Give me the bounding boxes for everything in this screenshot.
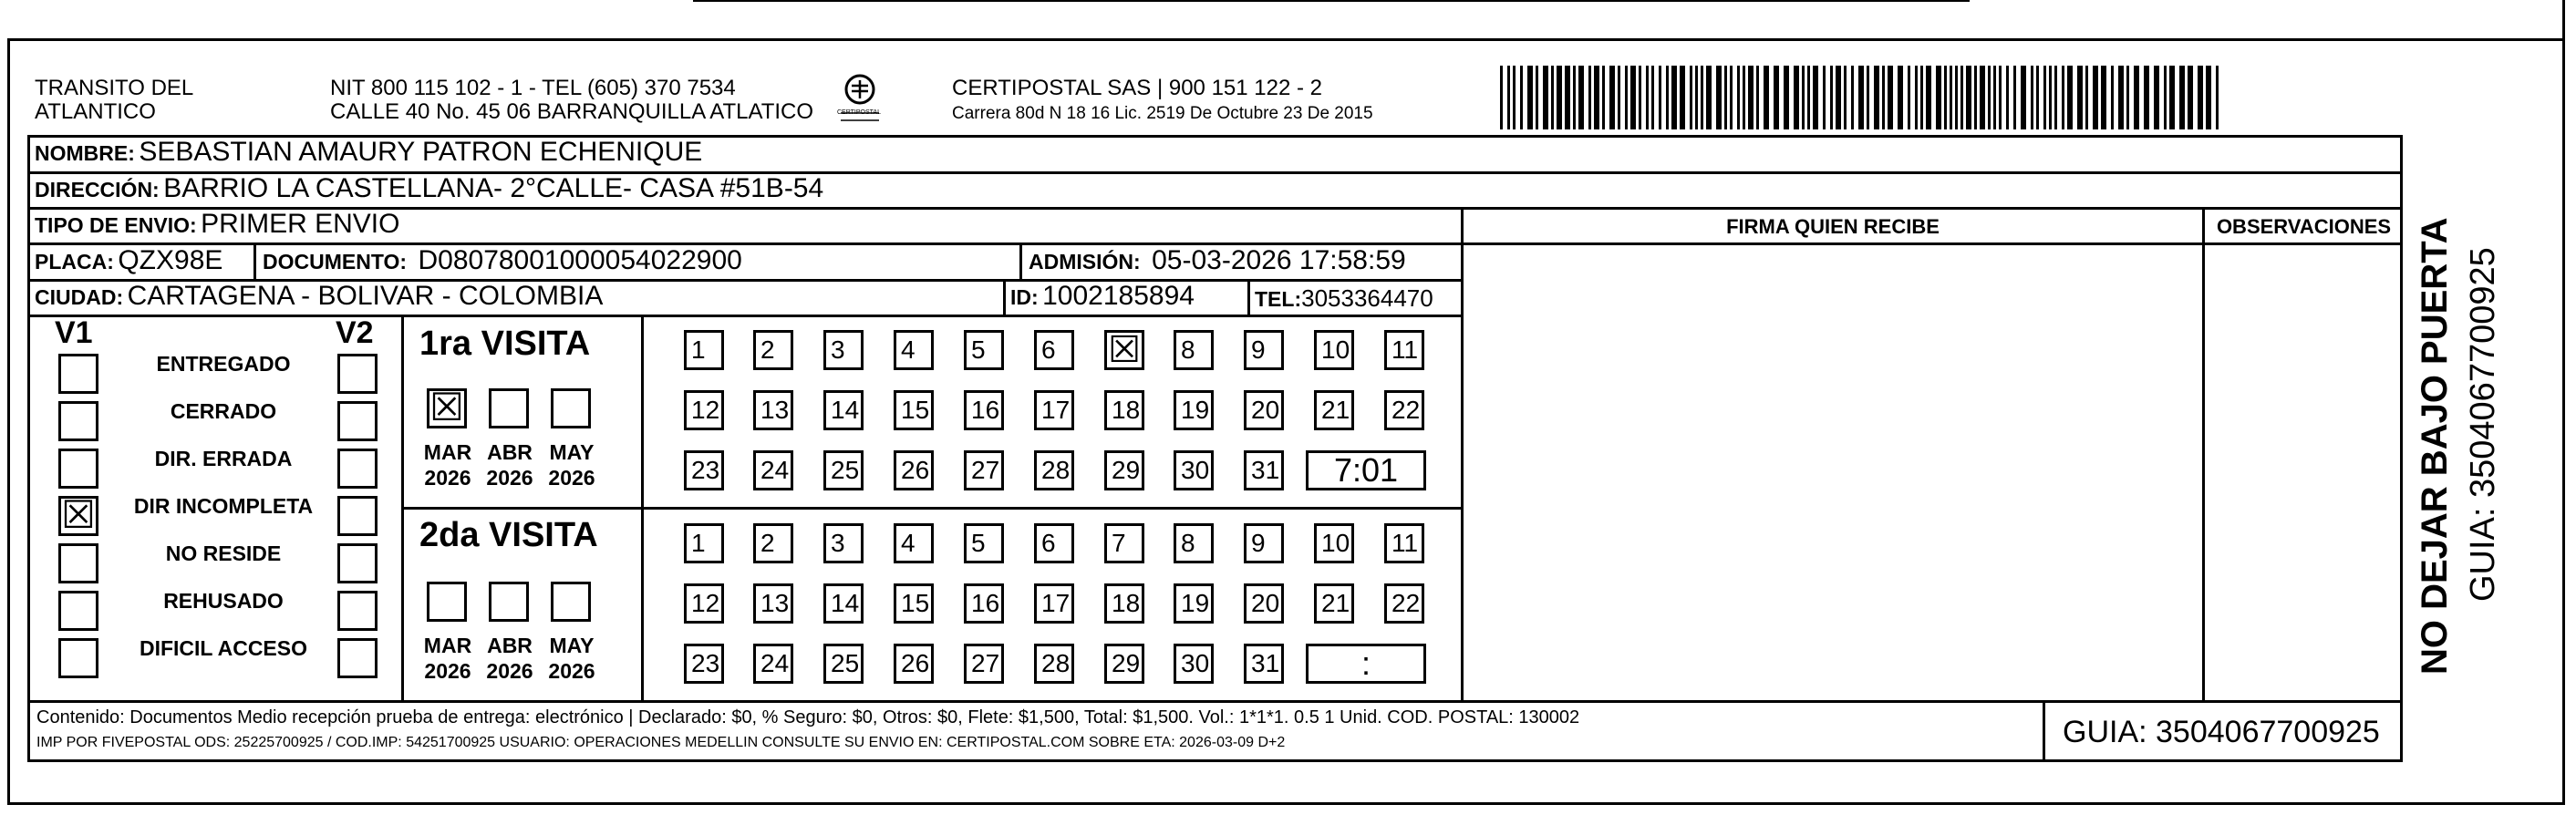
admision-row: [1029, 245, 1406, 276]
month-checkbox[interactable]: ☒: [427, 388, 467, 428]
barcode-bar: [1639, 66, 1641, 129]
barcode-bar: [1630, 66, 1636, 129]
admision-divider: [1019, 244, 1022, 281]
barcode-bar: [1680, 66, 1685, 129]
barcode-bar: [1527, 66, 1533, 129]
day-box[interactable]: 20: [1244, 583, 1284, 624]
barcode-bar: [1764, 66, 1769, 129]
certipostal-logo: [837, 69, 883, 126]
month-name: MAY: [549, 440, 595, 464]
v1-checkbox[interactable]: [58, 591, 98, 631]
barcode-bar: [1813, 66, 1818, 129]
barcode-bar: [2062, 66, 2064, 129]
barcode-bar: [1836, 66, 1841, 129]
barcode-bar: [1756, 66, 1759, 129]
day-box[interactable]: 6: [1034, 330, 1074, 370]
barcode-bar: [2206, 66, 2211, 129]
nombre-value: SEBASTIAN AMAURY PATRON ECHENIQUE: [139, 137, 703, 167]
admision-value: 05-03-2026 17:58:59: [1152, 245, 1406, 275]
barcode-bar: [1823, 66, 1826, 129]
day-box[interactable]: 24: [753, 644, 793, 684]
barcode-bar: [1557, 66, 1562, 129]
barcode-bar: [1730, 66, 1733, 129]
v2-checkbox[interactable]: [337, 543, 378, 583]
v1-checkbox[interactable]: [58, 449, 98, 489]
barcode-bar: [1659, 66, 1661, 129]
month-name: MAR: [423, 440, 472, 464]
day-box[interactable]: 8: [1174, 330, 1214, 370]
v1-checkbox[interactable]: [58, 354, 98, 394]
side-guia: GUIA: 3504067700925: [2464, 247, 2502, 602]
id-label: ID:: [1010, 285, 1039, 309]
barcode-bar: [2067, 66, 2073, 129]
license-line: Carrera 80d N 18 16 Lic. 2519 De Octubre 23 De 2015: [952, 104, 1373, 123]
barcode-bar: [2031, 66, 2033, 129]
observaciones-header: OBSERVACIONES: [2216, 215, 2392, 238]
id-value: 1002185894: [1042, 281, 1195, 311]
barcode-bar: [1737, 66, 1740, 129]
barcode-bar: [1802, 66, 1805, 129]
day-box[interactable]: 12: [684, 583, 724, 624]
day-box[interactable]: 17: [1034, 390, 1074, 430]
day-box[interactable]: 28: [1034, 450, 1074, 490]
barcode-bar: [2169, 66, 2175, 129]
v1-checkbox[interactable]: ☒: [58, 496, 98, 536]
day-box[interactable]: 9: [1244, 523, 1284, 563]
nit-line: NIT 800 115 102 - 1 - TEL (605) 370 7534: [330, 76, 736, 100]
day-box[interactable]: 29: [1104, 450, 1144, 490]
day-box[interactable]: 4: [894, 523, 934, 563]
day-box[interactable]: 21: [1314, 583, 1354, 624]
barcode-bar: [1543, 66, 1548, 129]
day-box[interactable]: 22: [1384, 390, 1424, 430]
barcode-bar: [2093, 66, 2098, 129]
barcode-bar: [1551, 66, 1554, 129]
day-box[interactable]: 10: [1314, 523, 1354, 563]
barcode-bar: [1724, 66, 1727, 129]
barcode-bar: [2077, 66, 2083, 129]
barcode-bar: [1594, 66, 1599, 129]
direccion-row: [35, 173, 823, 204]
barcode-bar: [1888, 66, 1893, 129]
barcode-icon: [1500, 66, 2229, 129]
barcode-bar: [1618, 66, 1620, 129]
barcode-bar: [1966, 66, 1971, 129]
day-box[interactable]: 19: [1174, 583, 1214, 624]
v1-checkbox[interactable]: [58, 543, 98, 583]
day-box[interactable]: 14: [823, 390, 864, 430]
day-box[interactable]: 15: [894, 390, 934, 430]
time-box[interactable]: :: [1306, 644, 1426, 684]
v2-label: V2: [336, 315, 374, 350]
day-box[interactable]: 27: [964, 450, 1004, 490]
visit1-title: 1ra VISITA: [419, 325, 591, 363]
barcode-bar: [2036, 66, 2039, 129]
status-label: DIFICIL ACCESO: [139, 636, 307, 660]
barcode-bar: [1950, 66, 1952, 129]
status-label: CERRADO: [170, 399, 277, 423]
month-year: 2026: [486, 659, 533, 683]
barcode-bar: [1858, 66, 1864, 129]
barcode-bar: [2111, 66, 2114, 129]
tipo-envio-label: TIPO DE ENVIO:: [35, 213, 197, 237]
side-warning: NO DEJAR BAJO PUERTA: [2415, 217, 2455, 675]
month-name: ABR: [487, 440, 533, 464]
barcode-bar: [1920, 66, 1923, 129]
barcode-bar: [1807, 66, 1810, 129]
v2-checkbox[interactable]: [337, 591, 378, 631]
day-box[interactable]: 27: [964, 644, 1004, 684]
day-box[interactable]: 16: [964, 390, 1004, 430]
documento-value: D08078001000054022900: [418, 245, 742, 275]
day-box[interactable]: 3: [823, 523, 864, 563]
month-year: 2026: [548, 466, 595, 490]
barcode-bar: [1988, 66, 1991, 129]
month-year: 2026: [424, 466, 471, 490]
placa-label: PLACA:: [35, 250, 114, 273]
month-name: MAR: [423, 634, 472, 657]
tel-divider: [1247, 280, 1250, 316]
tipo-envio-row: [35, 209, 399, 240]
barcode-bar: [1651, 66, 1654, 129]
ciudad-label: CIUDAD:: [35, 285, 124, 309]
footer-guia: GUIA: 3504067700925: [2063, 715, 2380, 749]
barcode-bar: [1936, 66, 1941, 129]
barcode-bar: [1701, 66, 1703, 129]
obs-col-divider: [2202, 208, 2205, 702]
month-year: 2026: [548, 659, 595, 683]
day-box[interactable]: 12: [684, 390, 724, 430]
org-name-line2: ATLANTICO: [35, 99, 156, 124]
barcode-bar: [1851, 66, 1854, 129]
barcode-bar: [1874, 66, 1879, 129]
barcode-bar: [1671, 66, 1677, 129]
top-edge: [693, 0, 1970, 2]
barcode-bar: [1915, 66, 1918, 129]
day-box[interactable]: 25: [823, 450, 864, 490]
month-name: MAY: [549, 634, 595, 657]
barcode-bar: [1999, 66, 2002, 129]
v2-checkbox[interactable]: [337, 401, 378, 441]
day-box[interactable]: 21: [1314, 390, 1354, 430]
top-border: [7, 38, 2565, 41]
day-box[interactable]: 13: [753, 390, 793, 430]
barcode-bar: [1898, 66, 1903, 129]
barcode-bar: [1830, 66, 1833, 129]
barcode-bar: [2101, 66, 2106, 129]
barcode-bar: [1955, 66, 1958, 129]
barcode-bar: [1716, 66, 1722, 129]
day-box[interactable]: 30: [1174, 644, 1214, 684]
tipo-envio-value: PRIMER ENVIO: [201, 209, 400, 239]
id-row: [1010, 281, 1195, 312]
barcode-bar: [2164, 66, 2167, 129]
footer-contents: Contenido: Documentos Medio recepción prueba de entrega: electrónico | Declarado: $0, % Seguro: $0, Otros: $0, Flete: $1,500, Total: $1,500. Vol.: 1*1*1. 0.5 1 Unid. COD. POSTAL: 130002: [36, 707, 1580, 727]
barcode-bar: [2085, 66, 2088, 129]
barcode-bar: [1507, 66, 1510, 129]
day-box[interactable]: 31: [1244, 644, 1284, 684]
day-box[interactable]: 22: [1384, 583, 1424, 624]
guia-divider: [2043, 702, 2045, 762]
barcode-bar: [1690, 66, 1692, 129]
tel-value: 3053364470: [1301, 284, 1433, 312]
barcode-bar: [2154, 66, 2159, 129]
day-box[interactable]: 11: [1384, 330, 1424, 370]
day-box[interactable]: 19: [1174, 390, 1214, 430]
barcode-bar: [1513, 66, 1516, 129]
barcode-bar: [2118, 66, 2124, 129]
nombre-label: NOMBRE:: [35, 141, 135, 165]
barcode-bar: [1774, 66, 1779, 129]
day-box[interactable]: 15: [894, 583, 934, 624]
day-box[interactable]: ☒: [1104, 330, 1144, 370]
ciudad-row: [35, 281, 603, 312]
v2-checkbox[interactable]: [337, 449, 378, 489]
barcode-bar: [1844, 66, 1847, 129]
day-box[interactable]: 23: [684, 644, 724, 684]
v1-label: V1: [55, 315, 93, 350]
barcode-bar: [1960, 66, 1963, 129]
barcode-bar: [1578, 66, 1584, 129]
status-label: DIR. ERRADA: [154, 447, 293, 470]
barcode-bar: [1565, 66, 1570, 129]
documento-row: [263, 245, 742, 276]
barcode-bar: [1609, 66, 1615, 129]
barcode-bar: [2126, 66, 2129, 129]
day-box[interactable]: 3: [823, 330, 864, 370]
org-name-line1: TRANSITO DEL: [35, 76, 194, 100]
barcode-bar: [2049, 66, 2052, 129]
footer-divider: [27, 700, 2403, 703]
admision-label: ADMISIÓN:: [1029, 250, 1141, 273]
barcode-bar: [2198, 66, 2203, 129]
day-box[interactable]: 2: [753, 330, 793, 370]
v1-checkbox[interactable]: [58, 401, 98, 441]
v2-checkbox[interactable]: [337, 638, 378, 678]
barcode-bar: [1500, 66, 1503, 129]
visit-divider: [404, 507, 1462, 510]
barcode-bar: [1748, 66, 1754, 129]
day-box[interactable]: 17: [1034, 583, 1074, 624]
day-box[interactable]: 8: [1174, 523, 1214, 563]
barcode-bar: [2043, 66, 2046, 129]
day-box[interactable]: 2: [753, 523, 793, 563]
barcode-bar: [2188, 66, 2193, 129]
status-label: REHUSADO: [163, 589, 284, 613]
v2-checkbox[interactable]: [337, 354, 378, 394]
day-box[interactable]: 14: [823, 583, 864, 624]
day-box[interactable]: 23: [684, 450, 724, 490]
day-box[interactable]: 5: [964, 330, 1004, 370]
month-year: 2026: [424, 659, 471, 683]
v1-checkbox[interactable]: [58, 638, 98, 678]
barcode-bar: [2021, 66, 2026, 129]
day-box[interactable]: 5: [964, 523, 1004, 563]
nombre-row: [35, 137, 702, 168]
documento-label: DOCUMENTO:: [263, 250, 408, 273]
day-box[interactable]: 24: [753, 450, 793, 490]
month-checkbox[interactable]: [551, 388, 591, 428]
day-box[interactable]: 9: [1244, 330, 1284, 370]
visit2-title: 2da VISITA: [419, 516, 598, 554]
bottom-border: [7, 802, 2565, 805]
placa-divider: [253, 244, 256, 281]
barcode-bar: [1602, 66, 1605, 129]
day-box[interactable]: 11: [1384, 523, 1424, 563]
barcode-bar: [2179, 66, 2185, 129]
month-checkbox[interactable]: [551, 582, 591, 622]
company-line: CERTIPOSTAL SAS | 900 151 122 - 2: [952, 76, 1322, 100]
day-box[interactable]: 26: [894, 450, 934, 490]
day-box[interactable]: 25: [823, 644, 864, 684]
barcode-bar: [1625, 66, 1628, 129]
day-box[interactable]: 29: [1104, 644, 1144, 684]
day-box[interactable]: 6: [1034, 523, 1074, 563]
day-box[interactable]: 30: [1174, 450, 1214, 490]
barcode-bar: [1974, 66, 1977, 129]
barcode-bar: [2006, 66, 2009, 129]
barcode-bar: [1706, 66, 1712, 129]
status-label: DIR INCOMPLETA: [133, 494, 314, 518]
left-border: [7, 38, 10, 805]
day-box[interactable]: 7: [1104, 523, 1144, 563]
barcode-bar: [1993, 66, 1996, 129]
placa-row: [35, 245, 222, 276]
direccion-label: DIRECCIÓN:: [35, 178, 160, 201]
barcode-bar: [1926, 66, 1931, 129]
firma-header: FIRMA QUIEN RECIBE: [1726, 215, 1940, 238]
month-checkbox[interactable]: [427, 582, 467, 622]
id-divider: [1003, 280, 1006, 316]
barcode-bar: [1784, 66, 1789, 129]
col-header-divider: [1464, 242, 2403, 245]
barcode-bar: [2134, 66, 2139, 129]
status-label: NO RESIDE: [165, 542, 282, 565]
barcode-bar: [1573, 66, 1576, 129]
month-checkbox[interactable]: [489, 582, 529, 622]
barcode-bar: [1908, 66, 1910, 129]
barcode-bar: [2054, 66, 2057, 129]
status-label: ENTREGADO: [156, 352, 291, 376]
day-box[interactable]: 26: [894, 644, 934, 684]
barcode-bar: [1666, 66, 1669, 129]
barcode-bar: [1882, 66, 1885, 129]
barcode-bar: [1980, 66, 1985, 129]
tel-row: [1255, 284, 1433, 313]
day-box[interactable]: 28: [1034, 644, 1074, 684]
day-box[interactable]: 18: [1104, 583, 1144, 624]
day-box[interactable]: 16: [964, 583, 1004, 624]
month-year: 2026: [486, 466, 533, 490]
day-box[interactable]: 31: [1244, 450, 1284, 490]
footer-details: IMP POR FIVEPOSTAL ODS: 25225700925 / COD.IMP: 54251700925 USUARIO: OPERACIONES MEDELLIN CONSULTE SU ENVIO EN: CERTIPOSTAL.COM SOBRE ETA: 2026-03-09 D+2: [36, 735, 1286, 750]
barcode-bar: [1695, 66, 1698, 129]
barcode-bar: [1743, 66, 1745, 129]
day-box[interactable]: 1: [684, 523, 724, 563]
barcode-bar: [1520, 66, 1523, 129]
day-box[interactable]: 1: [684, 330, 724, 370]
tel-label: TEL:: [1255, 287, 1302, 311]
v2-checkbox[interactable]: [337, 496, 378, 536]
barcode-bar: [2144, 66, 2149, 129]
day-box[interactable]: 13: [753, 583, 793, 624]
time-box[interactable]: 7:01: [1306, 450, 1426, 490]
right-border: [2562, 0, 2565, 805]
direccion-value: BARRIO LA CASTELLANA- 2°CALLE- CASA #51B-54: [163, 173, 824, 203]
ciudad-value: CARTAGENA - BOLIVAR - COLOMBIA: [127, 281, 604, 311]
barcode-bar: [1536, 66, 1538, 129]
barcode-bar: [1794, 66, 1799, 129]
barcode-bar: [1646, 66, 1649, 129]
logo-text: CERTIPOSTAL: [837, 109, 881, 116]
barcode-bar: [2216, 66, 2219, 129]
address-line: CALLE 40 No. 45 06 BARRANQUILLA ATLATICO: [330, 99, 814, 124]
barcode-bar: [1867, 66, 1869, 129]
barcode-bar: [1588, 66, 1591, 129]
barcode-bar: [1944, 66, 1947, 129]
day-box[interactable]: 4: [894, 330, 934, 370]
month-checkbox[interactable]: [489, 388, 529, 428]
day-box[interactable]: 18: [1104, 390, 1144, 430]
day-box[interactable]: 20: [1244, 390, 1284, 430]
day-box[interactable]: 10: [1314, 330, 1354, 370]
barcode-bar: [2013, 66, 2016, 129]
placa-value: QZX98E: [118, 245, 223, 275]
month-name: ABR: [487, 634, 533, 657]
firma-col-divider: [1461, 208, 1464, 702]
